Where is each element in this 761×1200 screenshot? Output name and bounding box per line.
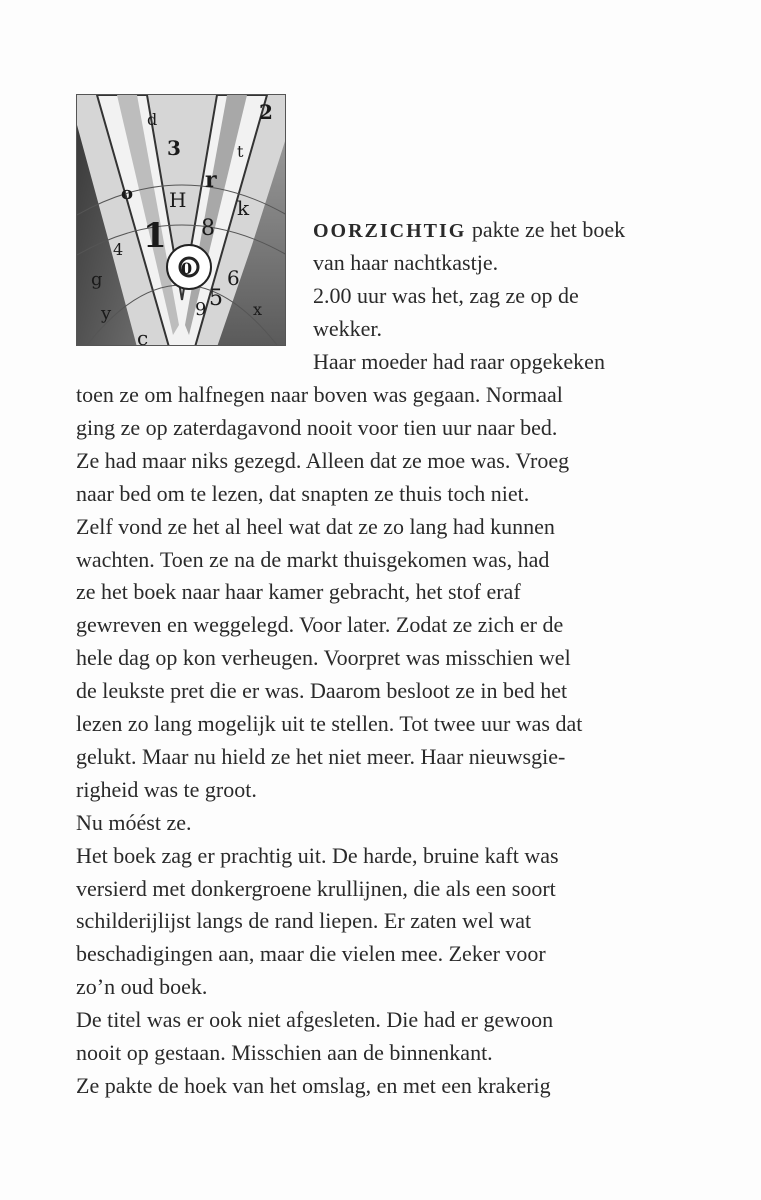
body-line: naar bed om te lezen, dat snapten ze thuis toch niet. xyxy=(76,481,530,506)
glyph: 1 xyxy=(143,216,167,256)
illustrated-drop-cap-v xyxy=(76,94,286,346)
body-line: righeid was te groot. xyxy=(76,777,257,802)
glyph: o xyxy=(121,183,134,204)
glyph: H xyxy=(169,188,187,212)
glyph: g xyxy=(91,269,103,290)
glyph: 0 xyxy=(181,259,193,278)
body-line: ze het boek naar haar kamer gebracht, het stof eraf xyxy=(76,579,521,604)
glyph: 5 xyxy=(209,286,223,311)
glyph: c xyxy=(137,326,149,346)
body-line: Het boek zag er prachtig uit. De harde, bruine kaft was xyxy=(76,843,559,868)
opening-line-2: van haar nachtkastje. xyxy=(313,250,499,275)
body-line: hele dag op kon verheugen. Voorpret was misschien wel xyxy=(76,645,571,670)
opening-line-5: Haar moeder had raar opgekeken xyxy=(313,349,605,374)
body-line: zo’n oud boek. xyxy=(76,974,208,999)
body-line: nooit op gestaan. Misschien aan de binnenkant. xyxy=(76,1040,493,1065)
body-line: versierd met donkergroene krullijnen, die als een soort xyxy=(76,876,556,901)
opening-line-1-text: pakte ze het boek xyxy=(466,217,626,242)
body-line: de leukste pret die er was. Daarom besloot ze in bed het xyxy=(76,678,568,703)
glyph: y xyxy=(101,303,112,324)
body-line: beschadigingen aan, maar die vielen mee. Zeker voor xyxy=(76,941,546,966)
body-line: toen ze om halfnegen naar boven was gegaan. Normaal xyxy=(76,382,563,407)
body-line: wachten. Toen ze na de markt thuisgekomen was, had xyxy=(76,547,550,572)
body-line: gewreven en weggelegd. Voor later. Zodat ze zich er de xyxy=(76,612,564,637)
body-line: Ze pakte de hoek van het omslag, en met een krakerig xyxy=(76,1073,551,1098)
glyph: t xyxy=(237,142,244,161)
glyph: x xyxy=(253,300,263,319)
opening-line-3: 2.00 uur was het, zag ze op de xyxy=(313,283,579,308)
body-line: Zelf vond ze het al heel wat dat ze zo lang had kunnen xyxy=(76,514,555,539)
body-line: schilderijlijst langs de rand liepen. Er zaten wel wat xyxy=(76,908,532,933)
lead-word: OORZICHTIG xyxy=(313,220,467,242)
glyph: 9 xyxy=(195,299,207,320)
body-line: Nu móést ze. xyxy=(76,810,192,835)
glyph: d xyxy=(147,110,158,129)
glyph: k xyxy=(237,196,250,220)
body-line: Ze had maar niks gezegd. Alleen dat ze moe was. Vroeg xyxy=(76,448,570,473)
glyph: 6 xyxy=(227,266,240,290)
drop-cap-illustration xyxy=(77,95,286,346)
body-line: De titel was er ook niet afgesleten. Die had er gewoon xyxy=(76,1007,554,1032)
opening-line-1 xyxy=(313,219,625,242)
glyph: 4 xyxy=(113,240,124,259)
body-line: gelukt. Maar nu hield ze het niet meer. Haar nieuwsgie- xyxy=(76,744,566,769)
glyph: 3 xyxy=(167,136,181,160)
glyph: 2 xyxy=(259,100,273,124)
body-line: ging ze op zaterdagavond nooit voor tien uur naar bed. xyxy=(76,415,558,440)
opening-line-4: wekker. xyxy=(313,316,383,341)
glyph: r xyxy=(205,167,217,193)
glyph: 8 xyxy=(201,216,215,241)
body-line: lezen zo lang mogelijk uit te stellen. Tot twee uur was dat xyxy=(76,711,583,736)
